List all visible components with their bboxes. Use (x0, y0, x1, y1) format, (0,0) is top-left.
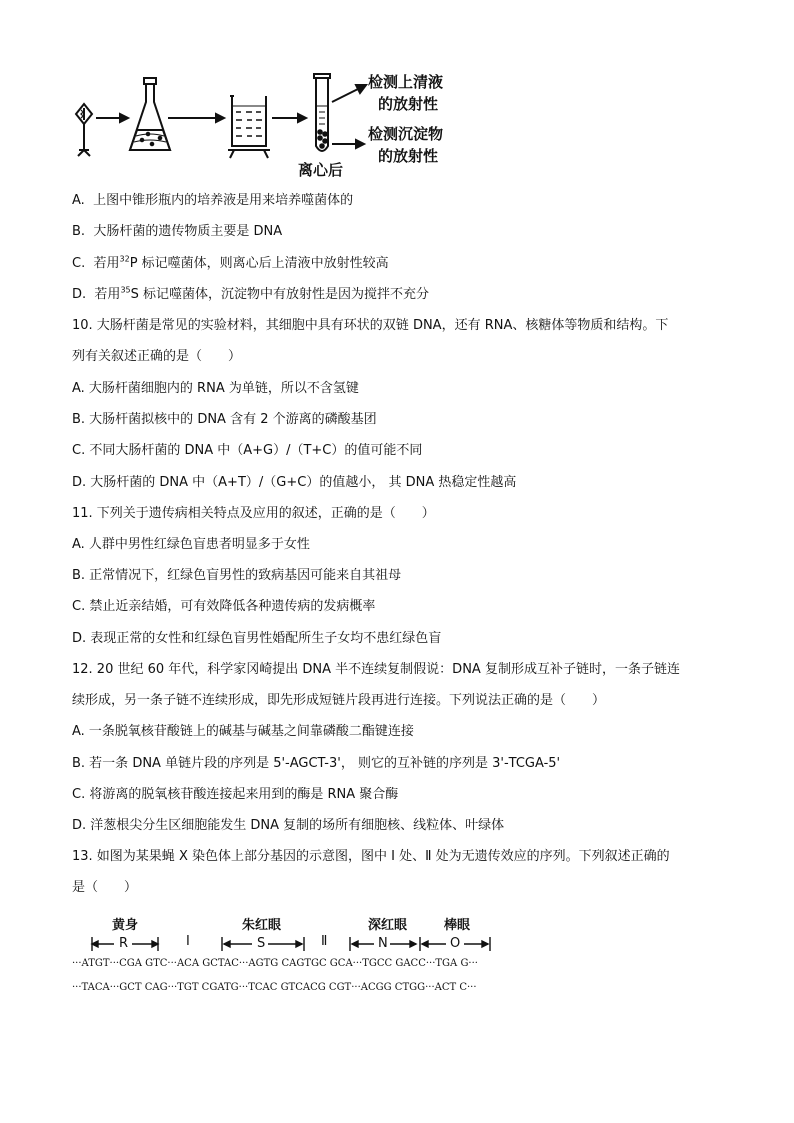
q11-option-d: D. 表现正常的女性和红绿色盲男性婚配所生子女均不患红绿色盲 (72, 631, 442, 646)
gene-name-dark-red-eye: 深红眼 (368, 918, 408, 933)
dna-top-strand: ···ATGT···CGA GTC···ACA GCTAC···AGTG CAGTGC GCA···TGCC GACC···TGA G··· (72, 958, 478, 969)
q9-option-c: C. 若用$^{32}$P 标记噬菌体，则离心后上清液中放射性较高 (72, 254, 389, 271)
gene-diagram (72, 912, 532, 1002)
segment-ii: Ⅱ (321, 934, 328, 949)
segment-arrows (72, 934, 532, 954)
q10-stem-line2: 列有关叙述正确的是（ ） (72, 349, 242, 364)
phage-experiment-figure (70, 70, 490, 182)
phage-icon (76, 104, 92, 156)
arrow-icon (332, 85, 366, 102)
label-supernatant-line1: 检测上清液 (368, 73, 444, 91)
label-sediment-line2: 的放射性 (378, 147, 439, 165)
beaker-icon (228, 96, 270, 158)
q11-stem: 11. 下列关于遗传病相关特点及应用的叙述，正确的是（ ） (72, 506, 435, 521)
segment-i: Ⅰ (186, 934, 190, 949)
q12-stem-line1: 12. 20 世纪 60 年代，科学家冈崎提出 DNA 半不连续复制假说：DNA 复制形成互补子链时，一条子链连 (72, 662, 680, 677)
q12-stem-line2: 续形成，另一条子链不连续形成，即先形成短链片段再进行连接。下列说法正确的是（ ） (72, 693, 606, 708)
q12-option-a: A. 一条脱氧核苷酸链上的碱基与碱基之间靠磷酸二酯键连接 (72, 724, 414, 739)
q10-option-d: D. 大肠杆菌的 DNA 中（A+T）/（G+C）的值越小， 其 DNA 热稳定性越高 (72, 475, 517, 490)
segment-n: N (378, 936, 388, 951)
gene-name-yellow-body: 黄身 (112, 918, 139, 933)
q11-option-b: B. 正常情况下，红绿色盲男性的致病基因可能来自其祖母 (72, 568, 402, 583)
segment-s: S (257, 936, 266, 951)
q12-option-c: C. 将游离的脱氧核苷酸连接起来用到的酶是 RNA 聚合酶 (72, 787, 399, 802)
segment-o: O (450, 936, 461, 951)
arrow-icon (332, 140, 364, 148)
label-sediment-line1: 检测沉淀物 (368, 125, 444, 143)
arrow-icon (168, 114, 224, 122)
flask-icon (130, 78, 170, 150)
q12-option-d: D. 洋葱根尖分生区细胞能发生 DNA 复制的场所有细胞核、线粒体、叶绿体 (72, 818, 505, 833)
label-centrifuge: 离心后 (298, 161, 344, 179)
label-supernatant-line2: 的放射性 (378, 95, 439, 113)
q11-option-a: A. 人群中男性红绿色盲患者明显多于女性 (72, 537, 310, 552)
q10-option-a: A. 大肠杆菌细胞内的 RNA 为单链，所以不含氢键 (72, 381, 359, 396)
dna-bottom-strand: ···TACA···GCT CAG···TGT CGATG···TCAC GTCACG CGT···ACGG CTGG···ACT C··· (72, 982, 477, 993)
q13-stem-line1: 13. 如图为某果蝇 X 染色体上部分基因的示意图，图中 Ⅰ 处、Ⅱ 处为无遗传效应的序列。下列叙述正确的 (72, 849, 670, 864)
q9-option-a: A. 上图中锥形瓶内的培养液是用来培养噬菌体的 (72, 193, 354, 208)
gene-name-bar-eye: 棒眼 (444, 918, 471, 933)
q10-option-b: B. 大肠杆菌拟核中的 DNA 含有 2 个游离的磷酸基团 (72, 412, 377, 427)
q10-stem-line1: 10. 大肠杆菌是常见的实验材料，其细胞中具有环状的双链 DNA，还有 RNA、核糖体等物质和结构。下 (72, 318, 669, 333)
q9-option-b: B. 大肠杆菌的遗传物质主要是 DNA (72, 224, 283, 239)
q10-option-c: C. 不同大肠杆菌的 DNA 中（A+G）/（T+C）的值可能不同 (72, 443, 423, 458)
segment-r: R (119, 936, 129, 951)
q13-stem-line2: 是（ ） (72, 880, 138, 895)
arrow-icon (96, 114, 128, 122)
q9-option-d: D. 若用$^{35}$S 标记噬菌体，沉淀物中有放射性是因为搅拌不充分 (72, 285, 430, 302)
arrow-icon (272, 114, 306, 122)
q12-option-b: B. 若一条 DNA 单链片段的序列是 5'-AGCT-3'， 则它的互补链的序列是 3'-TCGA-5' (72, 756, 561, 771)
centrifuge-tube-icon (314, 74, 330, 151)
q11-option-c: C. 禁止近亲结婚，可有效降低各种遗传病的发病概率 (72, 599, 376, 614)
gene-name-vermilion-eye: 朱红眼 (242, 918, 282, 933)
